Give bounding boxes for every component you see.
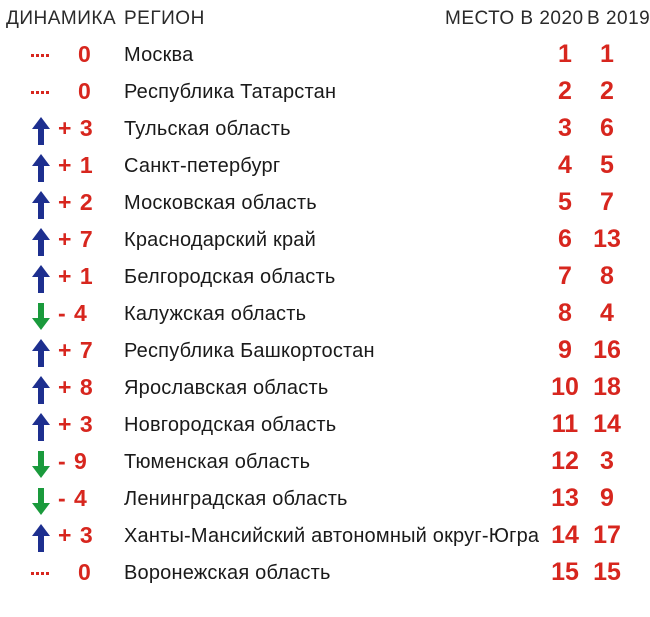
change-value: + 1: [58, 263, 94, 289]
place-2020: 15: [551, 558, 579, 586]
change-value: - 4: [58, 485, 88, 511]
arrow-down-icon: [30, 301, 52, 331]
change-value: + 2: [58, 189, 94, 215]
table-row: [0, 371, 640, 408]
change-value: + 7: [58, 337, 94, 363]
header-place-2019: В 2019: [587, 8, 650, 29]
place-2020: 13: [551, 484, 579, 512]
change-value: 0: [78, 559, 92, 585]
place-2019: 3: [600, 447, 614, 475]
table-row: [0, 519, 640, 556]
place-2019: 5: [600, 151, 614, 179]
region-name: Калужская область: [124, 303, 307, 325]
place-2020: 9: [558, 336, 572, 364]
arrow-up-icon: [30, 523, 52, 553]
arrow-up-icon: [30, 227, 52, 257]
dots-icon: [30, 42, 52, 72]
place-2019: 14: [593, 410, 621, 438]
place-2020: 14: [551, 521, 579, 549]
place-2020: 8: [558, 299, 572, 327]
table-row: [0, 482, 640, 519]
arrow-up-icon: [30, 153, 52, 183]
region-name: Воронежская область: [124, 562, 331, 584]
place-2020: 4: [558, 151, 572, 179]
table-row: [0, 223, 640, 260]
dots-icon: [30, 79, 52, 109]
place-2019: 13: [593, 225, 621, 253]
table-row: [0, 149, 640, 186]
place-2020: 12: [551, 447, 579, 475]
place-2019: 18: [593, 373, 621, 401]
place-2020: 10: [551, 373, 579, 401]
region-name: Тюменская область: [124, 451, 311, 473]
place-2019: 8: [600, 262, 614, 290]
place-2019: 15: [593, 558, 621, 586]
table-row: [0, 186, 640, 223]
region-name: Республика Татарстан: [124, 81, 337, 103]
place-2019: 7: [600, 188, 614, 216]
table-row: [0, 556, 640, 593]
place-2019: 6: [600, 114, 614, 142]
table-row: [0, 408, 640, 445]
place-2019: 2: [600, 77, 614, 105]
place-2019: 4: [600, 299, 614, 327]
place-2019: 16: [593, 336, 621, 364]
change-value: + 7: [58, 226, 94, 252]
place-2020: 5: [558, 188, 572, 216]
ranking-table: [0, 38, 640, 593]
place-2019: 9: [600, 484, 614, 512]
region-name: Новгородская область: [124, 414, 337, 436]
place-2019: 17: [593, 521, 621, 549]
region-name: Москва: [124, 44, 194, 66]
arrow-down-icon: [30, 449, 52, 479]
change-value: + 3: [58, 115, 94, 141]
place-2019: 1: [600, 40, 614, 68]
arrow-up-icon: [30, 264, 52, 294]
change-value: + 1: [58, 152, 94, 178]
change-value: + 3: [58, 411, 94, 437]
region-name: Санкт-петербург: [124, 155, 281, 177]
region-name: Тульская область: [124, 118, 291, 140]
region-name: Ханты-Мансийский автономный округ-Югра: [124, 525, 540, 547]
change-value: - 4: [58, 300, 88, 326]
place-2020: 1: [558, 40, 572, 68]
place-2020: 6: [558, 225, 572, 253]
arrow-up-icon: [30, 412, 52, 442]
arrow-up-icon: [30, 338, 52, 368]
table-row: [0, 297, 640, 334]
arrow-down-icon: [30, 486, 52, 516]
region-name: Белгородская область: [124, 266, 336, 288]
region-name: Республика Башкортостан: [124, 340, 375, 362]
region-name: Ярославская область: [124, 377, 329, 399]
table-row: [0, 445, 640, 482]
region-name: Ленинградская область: [124, 488, 348, 510]
change-value: - 9: [58, 448, 88, 474]
arrow-up-icon: [30, 190, 52, 220]
place-2020: 11: [551, 410, 579, 438]
table-row: [0, 38, 640, 75]
place-2020: 2: [558, 77, 572, 105]
table-row: [0, 75, 640, 112]
place-2020: 3: [558, 114, 572, 142]
change-value: + 8: [58, 374, 94, 400]
header-region: РЕГИОН: [124, 8, 205, 29]
change-value: + 3: [58, 522, 94, 548]
table-row: [0, 260, 640, 297]
table-row: [0, 112, 640, 149]
change-value: 0: [78, 78, 92, 104]
arrow-up-icon: [30, 375, 52, 405]
change-value: 0: [78, 41, 92, 67]
table-header: [0, 6, 650, 34]
region-name: Московская область: [124, 192, 317, 214]
header-place-2020: МЕСТО В 2020: [445, 8, 584, 29]
header-dynamics: ДИНАМИКА: [6, 8, 117, 29]
dots-icon: [30, 560, 52, 590]
table-row: [0, 334, 640, 371]
region-name: Краснодарский край: [124, 229, 316, 251]
arrow-up-icon: [30, 116, 52, 146]
place-2020: 7: [558, 262, 572, 290]
